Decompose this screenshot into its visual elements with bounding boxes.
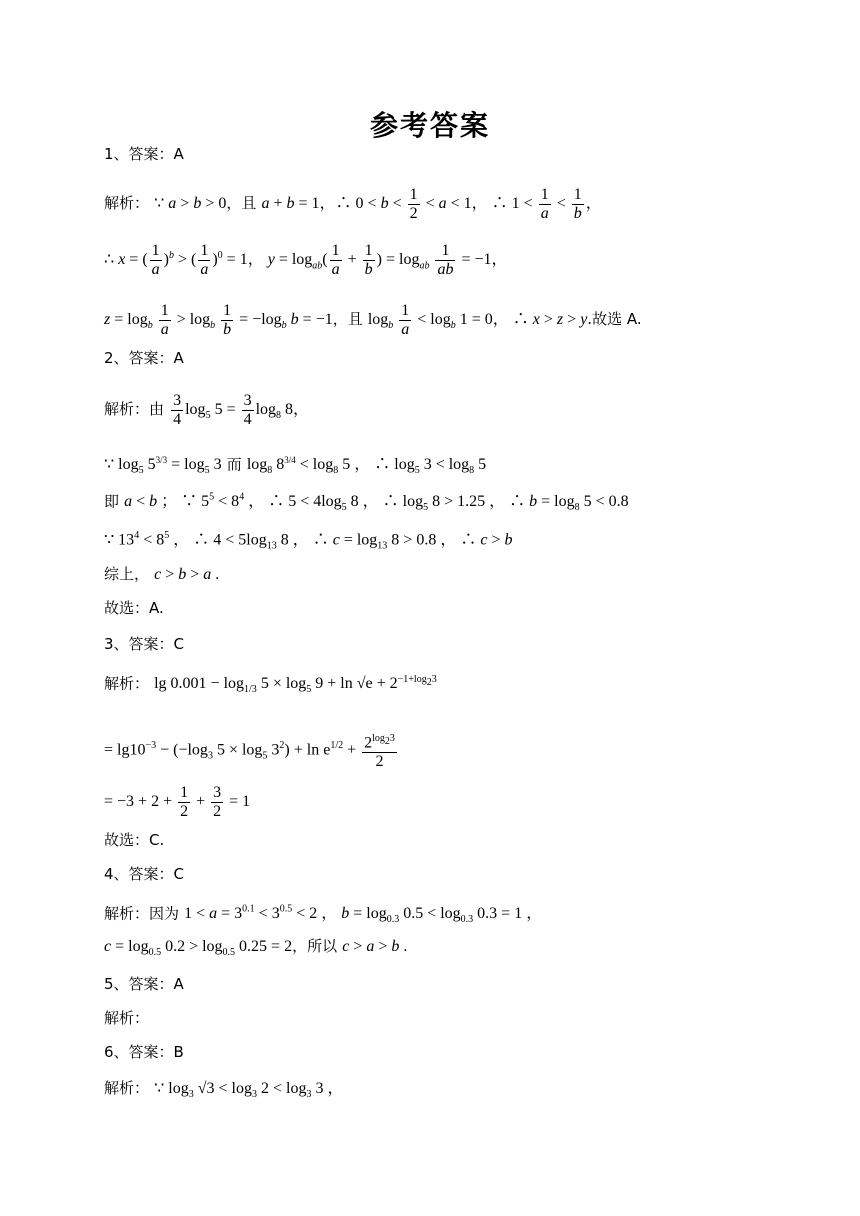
q1-answer: 1、答案：A [104,145,184,163]
q2-answer: 2、答案：A [104,349,184,367]
summary-label: 综上， [104,565,150,583]
q2-analysis-line3: 即 a < b ； ∵ $5^5 < 8^4$ ， ∴ $5 < 4\log_5$ 8 ， ∴ $\log_5 8 > 1.25$ ， ∴ $b = \log_8 5 < 0.8$ [104,492,629,514]
and-word: ，且 [226,194,257,213]
q4-answer: 4、答案：C [104,865,185,883]
q3-analysis-line2: = $\lg 10^{-3} - (-\log_3$ $5 \times \log_5 3^2) + \ln e^{1/2}$ + $\frac{2^{log_23}}{2}$ [104,730,399,771]
analysis-label: 解析：由 [104,400,165,419]
q3-analysis-line3: = −3 + 2 + $\frac{1}{2}$ + $\frac{3}{2}$ = 1 [104,784,251,820]
q3-choose: 故选：C. [104,831,165,849]
q4-analysis-line2: $c = \log_{0.5} 0.2 > \log_{0.5} 0.25 = 2$，所以 c > a > b . [104,937,408,959]
choose-text: .故选 A. [587,310,642,329]
analysis-label: 解析： [104,674,150,693]
q2-choose: 故选：A. [104,599,164,617]
page-title: 参考答案 [369,109,490,142]
q2-analysis-line2: ∵ $\log_5 5^{3/3} = \log_5 3$ 而 $\log_8 8^{3/4} < \log_8 5$ ， ∴ $\log_5 3 < \log_8 5$ [104,455,487,477]
q4-analysis-line1: 解析：因为 $1 < a = 3^{0.1} < 3^{0.5} < 2$ ， $b = \log_{0.3} 0.5 < \log_{0.3} 0.3 = 1$ ， [104,904,543,926]
q5-analysis: 解析： [104,1009,150,1027]
analysis-label: 解析： [104,194,150,213]
q2-analysis-line1: 解析：由 $\frac{3}{4}$ $\log_5 5$ = $\frac{3}{4}$ $\log_8 8$， [104,392,310,428]
analysis-label: 解析： [104,1079,150,1097]
er-word: 而 [226,455,242,474]
q2-summary: 综上， c > b > a . [104,565,220,583]
q1-analysis-line2: ∴ x = ( $\frac{1}{a}$ )$^b$ > ( $\frac{1}{a}$ )$^0$ = 1， $y = \log_{ab}$( $\frac{1}{a}$ + $\frac{1}{b}$ ) = $\log_{ab}$ $\frac{1}{ab}$ = −1， [104,242,508,278]
q3-analysis-line1: 解析： $\lg 0.001 - \log_{1/3} 5 \times \log_5 9 + \ln √e + 2^{-1+log_23}$ [104,674,437,696]
q1-analysis-line1: 解析： ∵ a > b > 0，且 a + b = 1，∴ 0 < b < $\frac{1}{2}$ < a < 1， ∴ 1 < $\frac{1}{a}$ < $\frac{1}{b}$ ， [104,186,602,222]
analysis-label: 解析：因为 [104,904,180,923]
q2-analysis-line4: ∵ $13^4 < 8^5$ ， ∴ $4 < 5\log_{13}$ 8 ， ∴ $c = \log_{13} 8 > 0.8$ ， ∴ c > b [104,530,513,552]
and-word: ，且 [332,310,363,329]
q6-analysis-line1: 解析： ∵ $\log_3 √3 < \log_3 2 < \log_3 3$ ， [104,1079,344,1101]
q3-answer: 3、答案：C [104,635,185,653]
so-word: ，所以 [292,937,338,955]
q1-analysis-line3: $z = \log_b$ $\frac{1}{a}$ > $\log_b$ $\frac{1}{b}$ = $-\log_b$ b = −1，且 $\log_b$ $\frac{1}{a}$ < $\log_b 1 = 0$， ∴ x > z > y.故选 A. [104,302,642,338]
q6-answer: 6、答案：B [104,1043,184,1061]
q5-answer: 5、答案：A [104,975,184,993]
ji-word: 即 [104,492,120,511]
